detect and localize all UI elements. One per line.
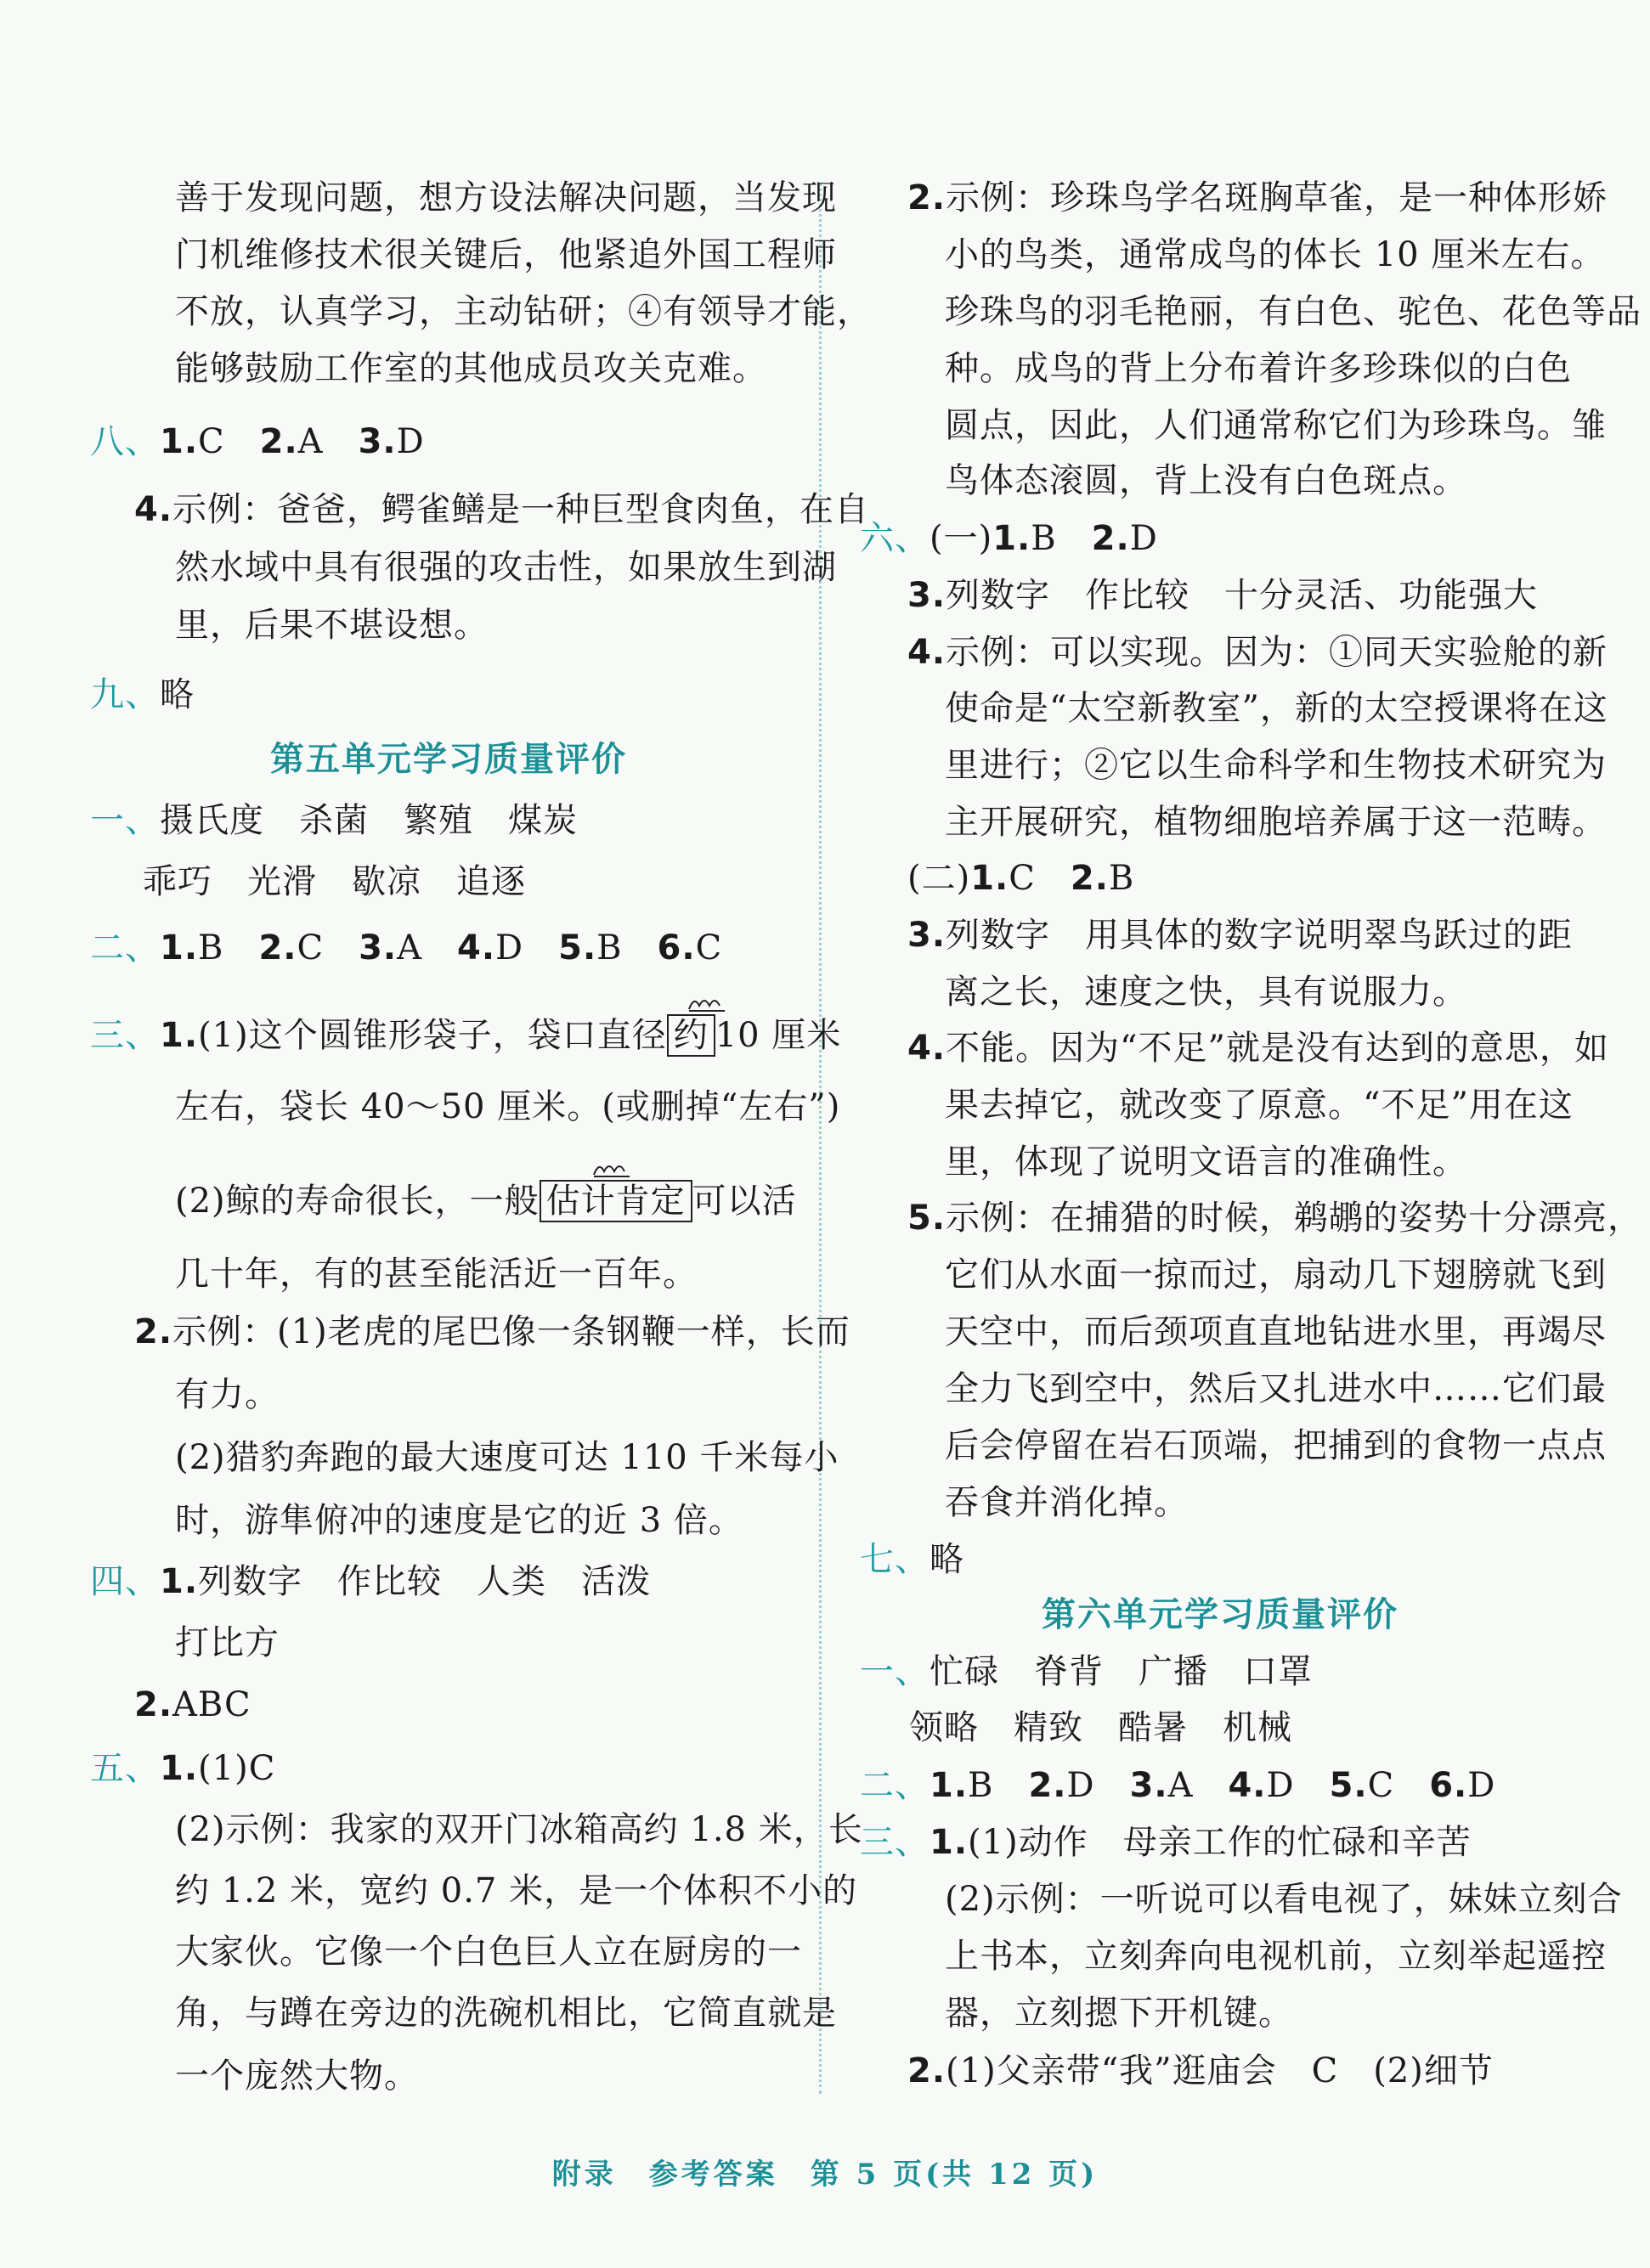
text-line: 珍珠鸟的羽毛艳丽，有白色、驼色、花色等品 — [945, 292, 1642, 331]
section-7: 七、略 — [860, 1540, 964, 1579]
text-line: 器，立刻摁下开机键。 — [945, 1994, 1293, 2033]
marked-word-box: 约 — [667, 1014, 715, 1057]
answer-item: 3.列数字 用具体的数字说明翠鸟跃过的距 — [907, 916, 1574, 955]
answer-item: 2.示例：(1)老虎的尾巴像一条钢鞭一样，长而 — [134, 1312, 850, 1351]
text-line: (2)鲸的寿命很长，一般 估计肯定 可以活 — [175, 1179, 797, 1223]
answer-item: 3.列数字 作比较 十分灵活、功能强大 — [907, 576, 1539, 615]
u5-section-4: 四、1.列数字 作比较 人类 活泼 — [90, 1562, 652, 1601]
text-line: 它们从水面一掠而过，扇动几下翅膀就飞到 — [945, 1255, 1607, 1295]
text-line: 时，游隼俯冲的速度是它的近 3 倍。 — [175, 1501, 743, 1540]
answer-item: 2.(1)父亲带“我”逛庙会 C (2)细节 — [907, 2051, 1494, 2090]
text-line: 善于发现问题，想方设法解决问题，当发现 — [175, 178, 837, 217]
answer-item: 2.ABC — [134, 1685, 251, 1724]
u6-section-2: 二、1.B 2.D 3.A 4.D 5.C 6.D — [860, 1766, 1496, 1805]
text-line: 约 1.2 米，宽约 0.7 米，是一个体积不小的 — [175, 1871, 858, 1910]
text-line: 小的鸟类，通常成鸟的体长 10 厘米左右。 — [945, 235, 1606, 274]
u5-section-1: 一、摄氏度 杀菌 繁殖 煤炭 — [90, 801, 578, 840]
text-line: (2)猎豹奔跑的最大速度可达 110 千米每小 — [175, 1438, 839, 1477]
answer-item: 4.示例：爸爸，鳄雀鳝是一种巨型食肉鱼，在自 — [134, 490, 870, 529]
answer-item: 2.示例：珍珠鸟学名斑胸草雀，是一种体形娇 — [907, 178, 1608, 217]
text-line: 离之长，速度之快，具有说服力。 — [945, 973, 1467, 1012]
answer-item: 4.示例：可以实现。因为：①同天实验舱的新 — [907, 633, 1608, 672]
text-line: 吞食并消化掉。 — [945, 1483, 1189, 1522]
text-line: 鸟体态滚圆，背上没有白色斑点。 — [945, 461, 1467, 500]
page-footer: 附录 参考答案 第 5 页(共 12 页) — [551, 2158, 1099, 2192]
text-line: 然水域中具有很强的攻击性，如果放生到湖 — [175, 548, 837, 587]
text-line: 一个庞然大物。 — [175, 2056, 419, 2096]
text-line: 里进行；②它以生命科学和生物技术研究为 — [945, 746, 1607, 785]
text-line: 种。成鸟的背上分布着许多珍珠似的白色 — [945, 349, 1572, 388]
answer-item: 5.示例：在捕猎的时候，鹈鹕的姿势十分漂亮， — [907, 1199, 1643, 1238]
text-line: 圆点，因此，人们通常称它们为珍珠鸟。雏 — [945, 406, 1607, 445]
text-line: 左右，袋长 40～50 厘米。(或删掉“左右”) — [175, 1087, 841, 1126]
section-6-part-2: (二)1.C 2.B — [907, 859, 1135, 898]
text-line: 使命是“太空新教室”，新的太空授课将在这 — [945, 689, 1608, 728]
unit6-title: 第六单元学习质量评价 — [1042, 1594, 1399, 1634]
text-line: 打比方 — [175, 1623, 280, 1662]
deletion-mark-icon — [592, 1159, 631, 1178]
u5-section-2: 二、1.B 2.C 3.A 4.D 5.B 6.C — [90, 928, 723, 968]
section-9: 九、略 — [90, 675, 195, 714]
text-line: 门机维修技术很关键后，他紧追外国工程师 — [175, 235, 837, 274]
text-line: 里，体现了说明文语言的准确性。 — [945, 1142, 1467, 1182]
text-line: (2)示例：一听说可以看电视了，妹妹立刻合 — [945, 1880, 1623, 1919]
text-line: 能够鼓励工作室的其他成员攻关克难。 — [175, 349, 767, 388]
u5-section-3: 三、1.(1)这个圆锥形袋子，袋口直径 约 10 厘米 — [90, 1013, 841, 1058]
answer-item: 4.不能。因为“不足”就是没有达到的意思，如 — [907, 1029, 1609, 1068]
text-line: 有力。 — [175, 1375, 280, 1414]
text-line: 角，与蹲在旁边的洗碗机相比，它简直就是 — [175, 1994, 837, 2033]
marked-word-box: 估计肯定 — [540, 1180, 692, 1222]
u5-section-5: 五、1.(1)C — [90, 1749, 276, 1788]
section-8-answers: 八、1.C 2.A 3.D — [90, 422, 425, 461]
text-line: (2)示例：我家的双开门冰箱高约 1.8 米，长 — [175, 1810, 863, 1849]
text-line: 上书本，立刻奔向电视机前，立刻举起遥控 — [945, 1937, 1607, 1976]
text-line: 几十年，有的甚至能活近一百年。 — [175, 1255, 698, 1294]
u6-section-3: 三、1.(1)动作 母亲工作的忙碌和辛苦 — [860, 1823, 1472, 1862]
text-line: 不放，认真学习，主动钻研；④有领导才能， — [175, 292, 872, 331]
text-line: 里，后果不堪设想。 — [175, 606, 489, 645]
unit5-title: 第五单元学习质量评价 — [270, 739, 627, 779]
text-line: 果去掉它，就改变了原意。“不足”用在这 — [945, 1086, 1574, 1125]
section-6-part-1: 六、(一)1.B 2.D — [860, 519, 1158, 558]
text-line: 领略 精致 酷暑 机械 — [909, 1708, 1292, 1747]
text-line: 后会停留在岩石顶端，把捕到的食物一点点 — [945, 1426, 1607, 1465]
section-marker: 八、 — [90, 422, 160, 461]
text-line: 乖巧 光滑 歇凉 追逐 — [143, 862, 526, 901]
text-line: 全力飞到空中，然后又扎进水中……它们最 — [945, 1369, 1607, 1408]
text-line: 主开展研究，植物细胞培养属于这一范畴。 — [945, 803, 1607, 842]
text-line: 大家伙。它像一个白色巨人立在厨房的一 — [175, 1932, 802, 1972]
text-line: 天空中，而后颈项直直地钻进水里，再竭尽 — [945, 1312, 1607, 1351]
deletion-mark-icon — [687, 994, 726, 1013]
u6-section-1: 一、忙碌 脊背 广播 口罩 — [860, 1652, 1313, 1691]
